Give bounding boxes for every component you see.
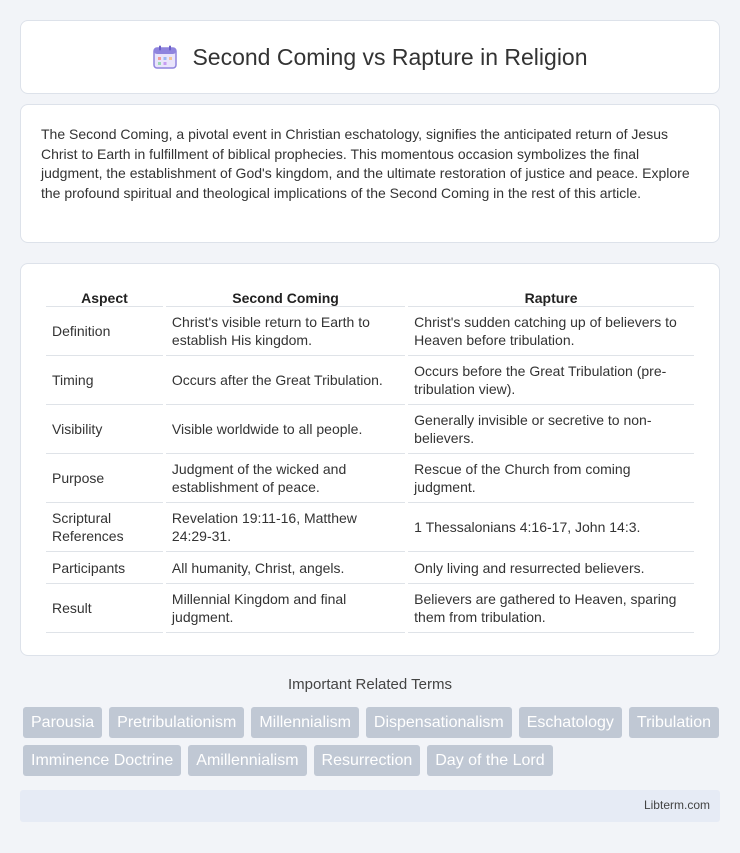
comparison-table-card [20,263,720,656]
header-aspect: Aspect [46,284,163,307]
cell-rapture: Occurs before the Great Tribulation (pre-tribulation view). [408,356,694,405]
related-terms-title: Important Related Terms [288,676,452,693]
header-card [20,20,720,94]
cell-aspect: Result [46,584,163,633]
calendar-icon [152,45,178,69]
table-row [46,356,694,405]
related-term-tag[interactable]: Pretribulationism [109,707,244,738]
table-row [46,454,694,503]
cell-aspect: Definition [46,307,163,356]
intro-text: The Second Coming, a pivotal event in Christian eschatology, signifies the anticipated return of Jesus Christ to Earth in fulfillment of biblical prophecies. This momentous occasion symbolizes the final judgment, the establishment of God's kingdom, and the ultimate restoration of justice and peace. Explore the profound spiritual and theological implications of the Second Coming in the rest of this article. [41,126,690,201]
table-row [46,503,694,552]
footer-link[interactable]: Libterm.com [643,798,710,812]
page-title: Second Coming vs Rapture in Religion [192,43,588,70]
cell-rapture: Only living and resurrected believers. [408,552,694,584]
related-term-tag[interactable]: Eschatology [519,707,622,738]
cell-rapture: Generally invisible or secretive to non-believers. [408,405,694,454]
cell-rapture: Believers are gathered to Heaven, sparing them from tribulation. [408,584,694,633]
cell-aspect: Purpose [46,454,163,503]
table-row [46,552,694,584]
cell-second-coming: Judgment of the wicked and establishment of peace. [166,454,405,503]
related-term-tag[interactable]: Millennialism [251,707,359,738]
cell-aspect: Visibility [46,405,163,454]
cell-second-coming: Christ's visible return to Earth to establish His kingdom. [166,307,405,356]
cell-second-coming: All humanity, Christ, angels. [166,552,405,584]
cell-second-coming: Visible worldwide to all people. [166,405,405,454]
intro-card [20,104,720,243]
related-term-tag[interactable]: Resurrection [314,745,421,776]
related-term-tag[interactable]: Dispensationalism [366,707,512,738]
cell-rapture: 1 Thessalonians 4:16-17, John 14:3. [408,503,694,552]
footer [20,790,720,822]
cell-rapture: Rescue of the Church from coming judgment. [408,454,694,503]
cell-second-coming: Revelation 19:11-16, Matthew 24:29-31. [166,503,405,552]
related-term-tag[interactable]: Tribulation [629,707,719,738]
cell-rapture: Christ's sudden catching up of believers to Heaven before tribulation. [408,307,694,356]
cell-second-coming: Occurs after the Great Tribulation. [166,356,405,405]
related-term-tag[interactable]: Imminence Doctrine [23,745,181,776]
related-term-tag[interactable]: Day of the Lord [427,745,552,776]
related-terms-list [23,707,723,776]
table-row [46,307,694,356]
cell-aspect: Participants [46,552,163,584]
cell-aspect: Timing [46,356,163,405]
related-term-tag[interactable]: Amillennialism [188,745,306,776]
table-row [46,405,694,454]
table-row [46,584,694,633]
header-rapture: Rapture [408,284,694,307]
header-second-coming: Second Coming [166,284,405,307]
cell-aspect: Scriptural References [46,503,163,552]
related-term-tag[interactable]: Parousia [23,707,102,738]
table-header-row [46,284,694,307]
comparison-table [43,284,697,633]
cell-second-coming: Millennial Kingdom and final judgment. [166,584,405,633]
